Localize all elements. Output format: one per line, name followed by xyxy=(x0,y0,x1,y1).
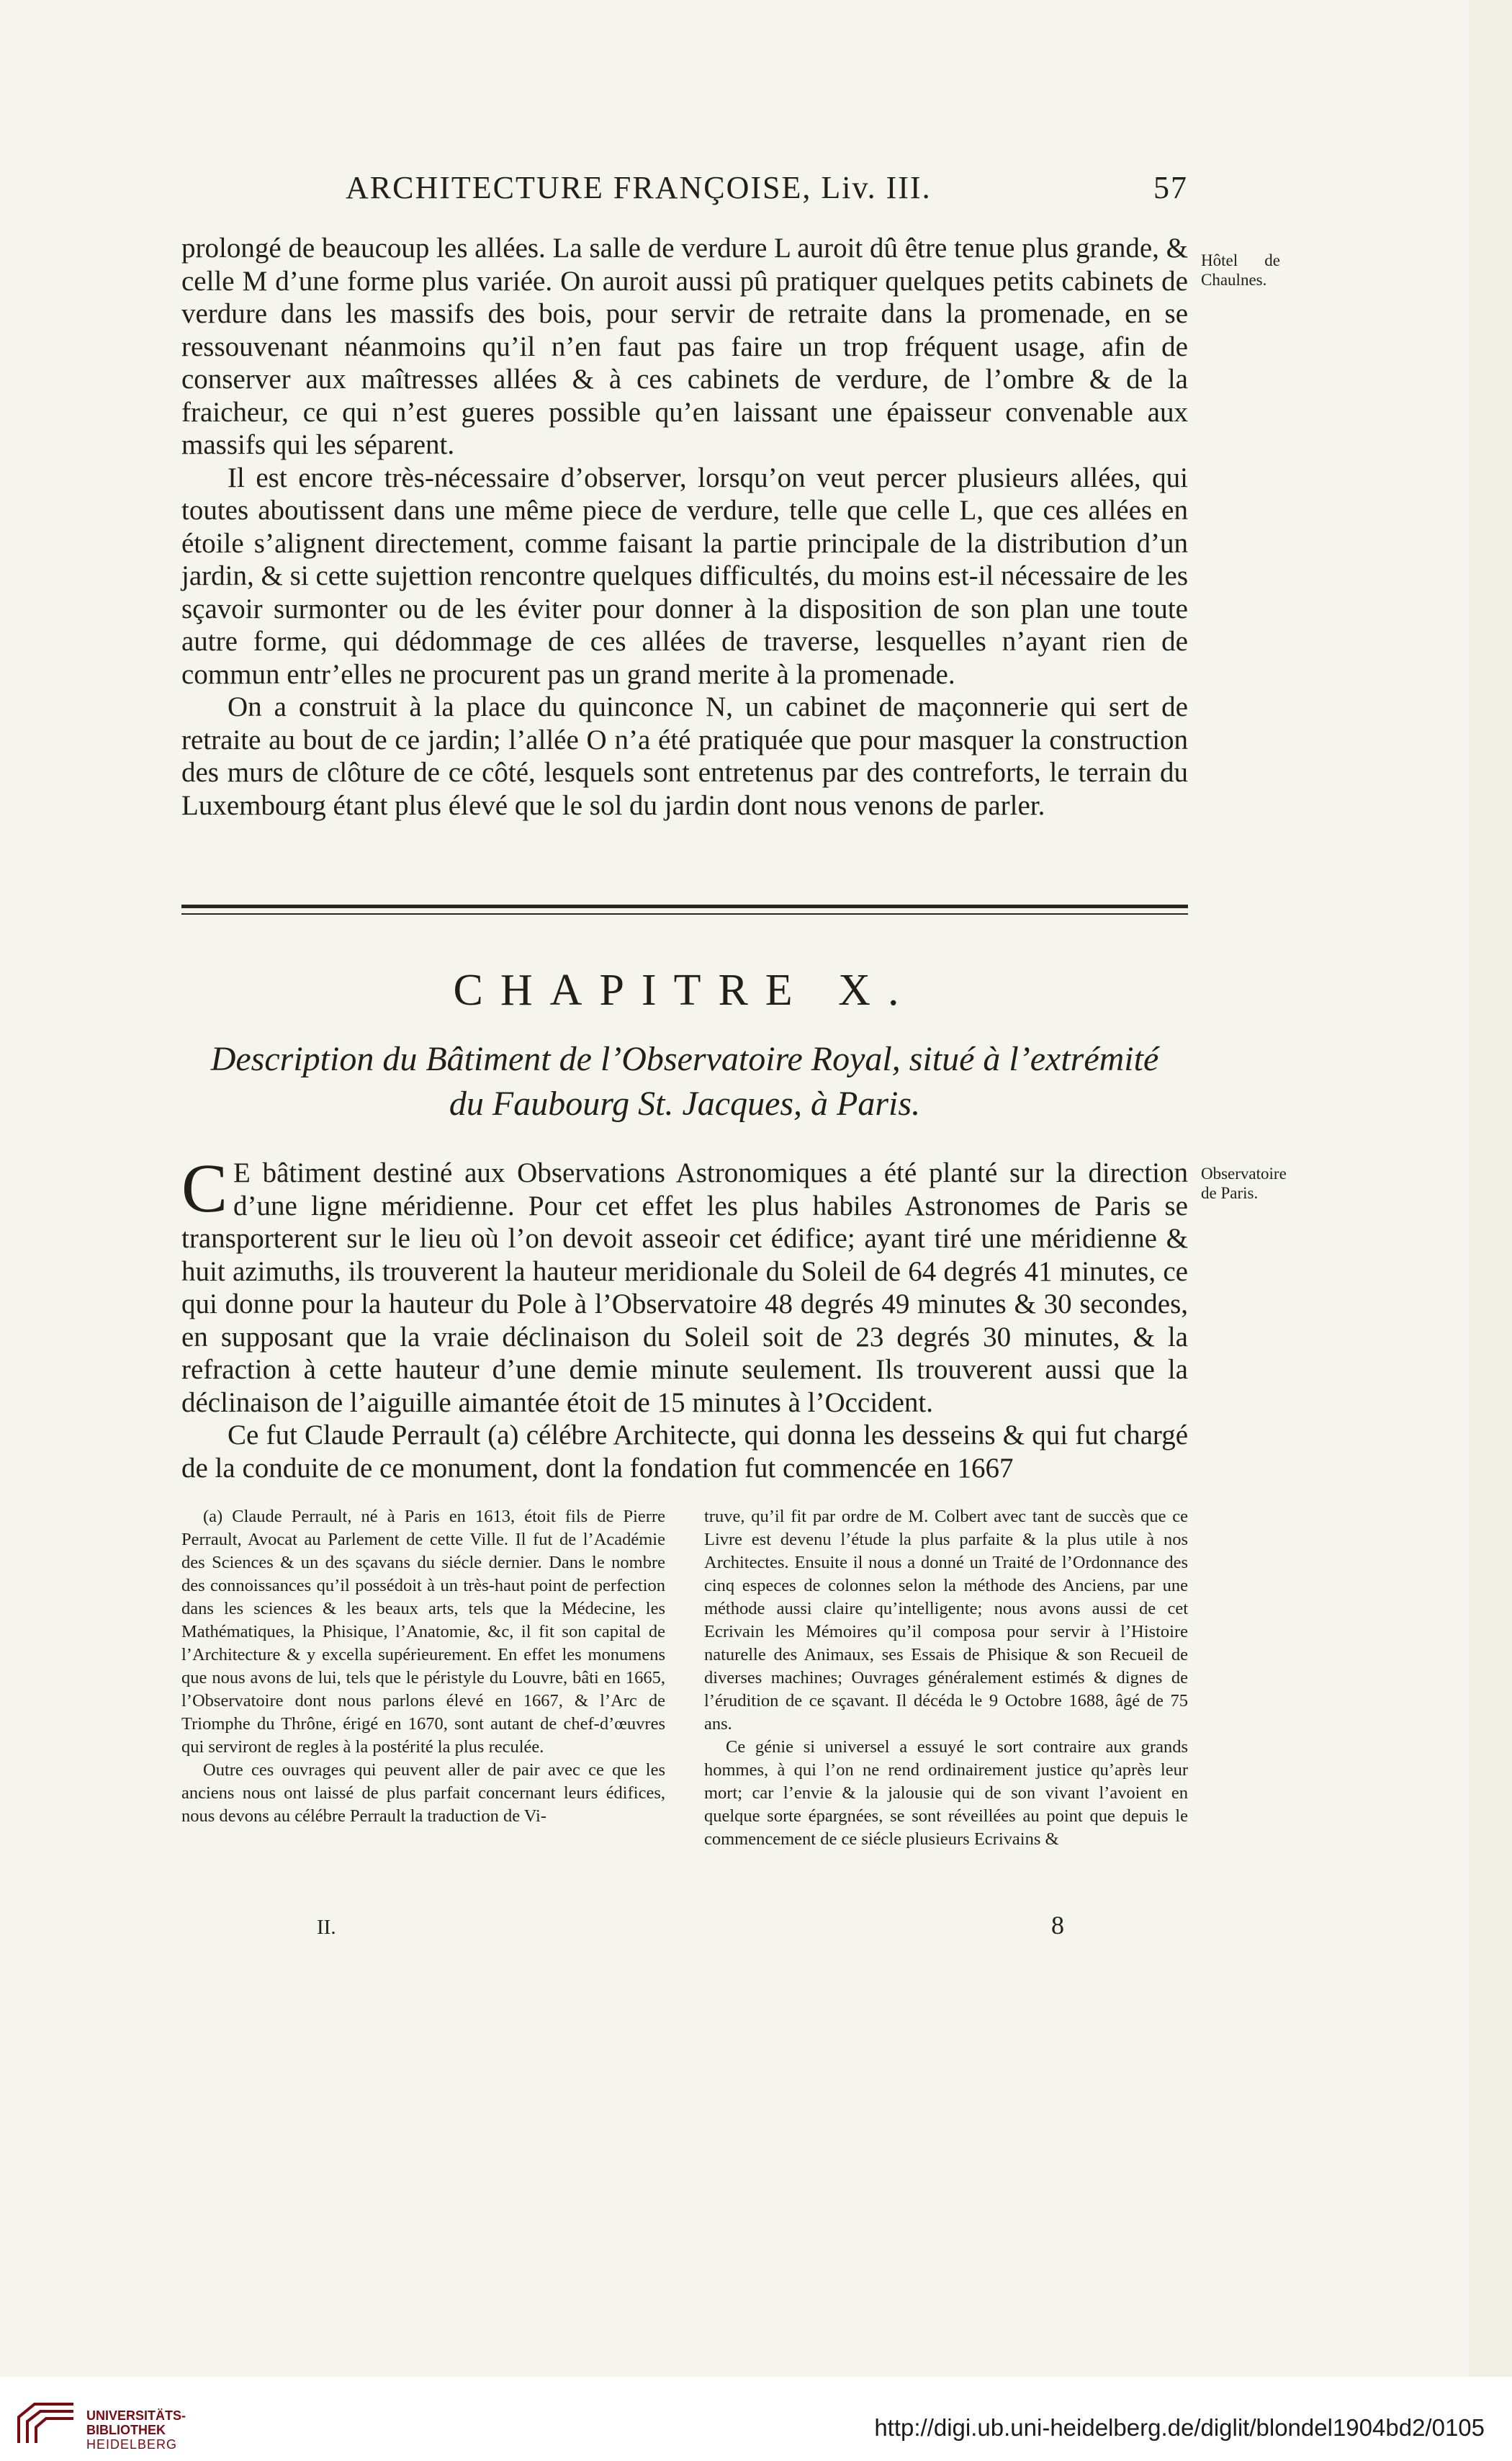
page-number: 57 xyxy=(1153,170,1188,205)
paragraph: Il est encore très-nécessaire d’observer, lorsqu’on veut percer plusieurs allées, qui toutes aboutissent dans une même piece de verdure, telle que celle L, que ces allées en étoile s’alignent directement, comme faisant la partie principale de la distribution d’un jardin, & si cette sujettion rencontre quelques difficultés, du moins est-il nécessaire de les sçavoir surmonter ou de les éviter pour donner à la disposition de son plan une toute autre forme, qui dédommage de ces allées de traverse, lesquelles n’ayant rien de commun entr’elles ne procurent pas un grand merite à la promenade. xyxy=(181,462,1188,690)
library-name-line-2: BIBLIOTHEK xyxy=(86,2423,166,2437)
margin-note-hotel-de-chaulnes: Hôtel de Chaulnes. xyxy=(1201,251,1280,289)
body-text-section-2 xyxy=(181,1149,1188,1484)
volume-signature: II. xyxy=(317,1916,336,1939)
running-head xyxy=(346,169,1188,212)
paragraph-text: E bâtiment destiné aux Observations Astronomiques a été planté sur la direction d’une ligne méridienne. Pour cet effet les plus habiles Astronomes de Paris se transporterent sur le lieu où l’on devoit asseoir cet édifice; ayant tiré une méridienne & huit azimuths, ils trouverent la hauteur meridionale du Soleil de 64 degrés 41 minutes, ce qui donne pour la hauteur du Pole à l’Observatoire 48 degrés 49 minutes & 30 secondes, en supposant que la vraie déclinaison du Soleil soit de 23 degrés 30 minutes, & la refraction à cette hauteur d’une demie minute seulement. Ils trouverent aussi que la déclinaison de l’aiguille aimantée étoit de 15 minutes à l’Occident. xyxy=(181,1157,1188,1418)
paragraph: On a construit à la place du quinconce N, un cabinet de maçonnerie qui sert de retraite au bout de ce jardin; l’allée O n’a été pratiquée que pour masquer la construction des murs de clôture de ce côté, lesquels sont entretenus par des contreforts, le terrain du Luxembourg étant plus élevé que le sol du jardin dont nous venons de parler. xyxy=(181,691,1188,821)
footnote-paragraph: (a) Claude Perrault, né à Paris en 1613, étoit fils de Pierre Perrault, Avocat au Parlement de cette Ville. Il fut de l’Académie des Sciences & un des sçavans du siécle dernier. Dans le nombre des connoissances qu’il possédoit à un très-haut point de perfection dans les sciences & les beaux arts, tels que la Médecine, les Mathématiques, la Phisique, l’Anatomie, &c, il fit son capital de l’Architecture & y excella supérieurement. En effet les monumens que nous avons de lui, tels que le péristyle du Louvre, bâti en 1665, l’Observatoire dont nous parlons élevé en 1667, & l’Arc de Triomphe du Thrône, érigé en 1670, sont autant de chef-d’œuvres qui serviront de regles à la postérité la plus reculée. xyxy=(181,1507,665,1757)
chapter-title: CHAPITRE X. xyxy=(453,966,917,1015)
section-divider-thin xyxy=(181,913,1188,915)
library-name-line-3: HEIDELBERG xyxy=(86,2437,178,2452)
library-name xyxy=(86,2408,274,2452)
footnote-paragraph: Ce génie si universel a essuyé le sort contraire aux grands hommes, à qui l’on ne rend ordinairement justice qu’après leur mort; car l’envie & la jalousie qui de son vivant l’avoient en quelque sorte épargnées, se sont réveillées au point que depuis le commencement de ce siécle plusieurs Ecrivains & xyxy=(704,1737,1188,1849)
paragraph xyxy=(181,1149,1188,1419)
chapter-subtitle xyxy=(181,1037,1188,1126)
drop-cap: C xyxy=(181,1149,228,1227)
chapter-subtitle-line-2: du Faubourg St. Jacques, à Paris. xyxy=(449,1085,921,1123)
chapter-subtitle-line-1: Description du Bâtiment de l’Observatoire Royal, situé à l’extrémité xyxy=(210,1040,1159,1078)
running-title: ARCHITECTURE FRANÇOISE, Liv. III. xyxy=(346,170,932,205)
sheet-signature: 8 xyxy=(1051,1911,1064,1940)
section-divider-thick xyxy=(181,905,1188,908)
paragraph: prolongé de beaucoup les allées. La salle de verdure L auroit dû être tenue plus grande, & celle M d’une forme plus variée. On auroit aussi pû pratiquer quelques petits cabinets de verdure dans les massifs des bois, pour servir de retraite dans la promenade, en se ressouvenant néanmoins qu’il n’en faut pas faire un trop fréquent usage, afin de conserver aux maîtresses allées & à ces cabinets de verdure, de l’ombre & de la fraicheur, ce qui n’est gueres possible qu’en laissant une épaisseur convenable aux massifs qui les séparent. xyxy=(181,233,1188,460)
footnote-paragraph: truve, qu’il fit par ordre de M. Colbert avec tant de succès que ce Livre est devenu l’étude la plus parfaite & la plus utile à nos Architectes. Ensuite il nous a donné un Traité de l’Ordonnance des cinq especes de colonnes selon la méthode des Anciens, par une méthode aussi claire qu’intelligente; nous avons aussi de cet Ecrivain les Mémoires qu’il composa pour servir à l’Histoire naturelle des Animaux, ses Essais de Phisique & son Recueil de diverses machines; Ouvrages généralement estimés & dignes de l’érudition de ce sçavant. Il décéda le 9 Octobre 1688, âgé de 75 ans. xyxy=(704,1507,1188,1734)
library-name-line-1: UNIVERSITÄTS- xyxy=(86,2408,186,2423)
footnotes-left-column xyxy=(181,1505,665,1828)
body-text-section-1 xyxy=(181,232,1188,822)
footnotes-right-column xyxy=(704,1505,1188,1851)
library-logo-icon[interactable] xyxy=(13,2398,79,2449)
margin-note-observatoire: Observatoire de Paris. xyxy=(1201,1165,1287,1202)
paragraph: Ce fut Claude Perrault (a) célébre Architecte, qui donna les desseins & qui fut chargé de la conduite de ce monument, dont la fondation fut commencée en 1667 xyxy=(181,1420,1188,1484)
source-url-link[interactable]: http://digi.ub.uni-heidelberg.de/diglit/blondel1904bd2/0105 xyxy=(874,2414,1485,2441)
footnote-paragraph: Outre ces ouvrages qui peuvent aller de pair avec ce que les anciens nous ont laissé de plus parfait concernant leurs édifices, nous devons au célébre Perrault la traduction de Vi- xyxy=(181,1760,665,1826)
